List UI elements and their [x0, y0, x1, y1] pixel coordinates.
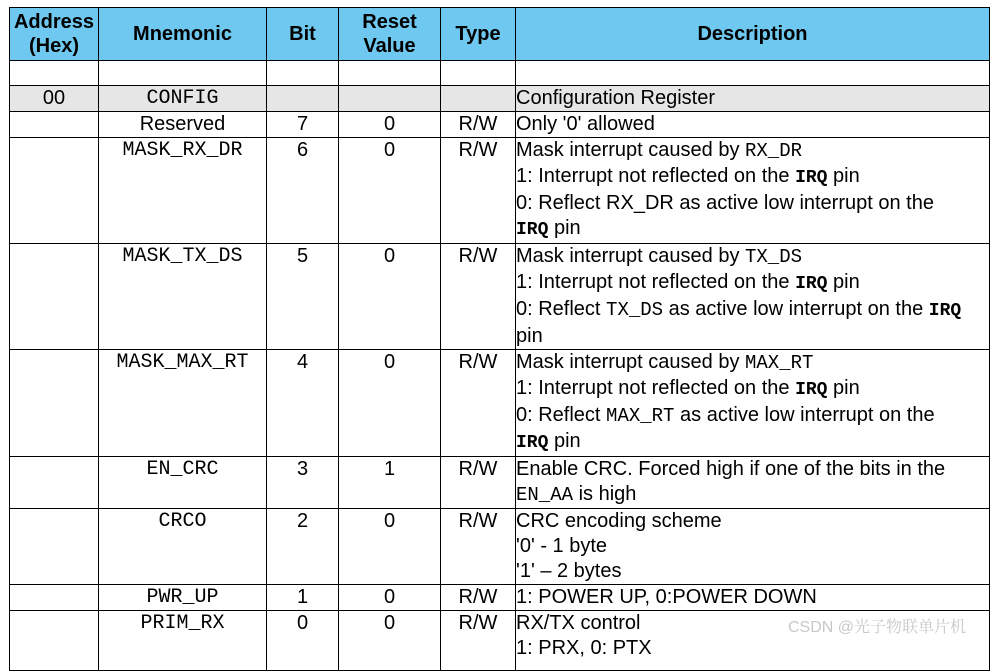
field-reset: 0: [339, 585, 441, 611]
table-row: [10, 509, 990, 585]
register-table: [9, 7, 990, 671]
field-type: R/W: [441, 350, 516, 457]
field-type: R/W: [441, 138, 516, 244]
table-row: [10, 138, 990, 244]
field-bit: 2: [267, 509, 339, 585]
field-reset: 0: [339, 138, 441, 244]
field-mnemonic: MASK_TX_DS: [99, 244, 267, 350]
field-mnemonic: PWR_UP: [99, 585, 267, 611]
field-mnemonic: MASK_RX_DR: [99, 138, 267, 244]
register-mnemonic: CONFIG: [99, 86, 267, 112]
header-mnemonic: Mnemonic: [99, 8, 267, 61]
watermark: CSDN @光子物联单片机: [788, 619, 967, 636]
field-type: R/W: [441, 585, 516, 611]
field-type: R/W: [441, 244, 516, 350]
register-address: 00: [10, 86, 99, 112]
header-bit: Bit: [267, 8, 339, 61]
field-bit: 0: [267, 611, 339, 671]
field-bit: 4: [267, 350, 339, 457]
header-type: Type: [441, 8, 516, 61]
field-bit: 5: [267, 244, 339, 350]
header-address: Address (Hex): [10, 8, 99, 61]
table-row: [10, 244, 990, 350]
field-bit: 7: [267, 112, 339, 138]
header-description: Description: [516, 8, 990, 61]
field-reset: 0: [339, 611, 441, 671]
field-mnemonic: MASK_MAX_RT: [99, 350, 267, 457]
field-description: RX/TX control 1: PRX, 0: PTX: [516, 611, 990, 671]
field-mnemonic: CRCO: [99, 509, 267, 585]
field-type: R/W: [441, 509, 516, 585]
field-reset: 0: [339, 112, 441, 138]
header-reset-value: Reset Value: [339, 8, 441, 61]
field-description: Mask interrupt caused by MAX_RT 1: Interrupt not reflected on the IRQ pin 0: Reflect MAX_RT as active low interrupt on the IRQ pin: [516, 350, 990, 457]
field-type: R/W: [441, 112, 516, 138]
field-mnemonic: Reserved: [99, 112, 267, 138]
field-mnemonic: EN_CRC: [99, 457, 267, 509]
field-bit: 6: [267, 138, 339, 244]
field-description: Mask interrupt caused by TX_DS 1: Interrupt not reflected on the IRQ pin 0: Reflect TX_DS as active low interrupt on the IRQ pin: [516, 244, 990, 350]
field-description: Enable CRC. Forced high if one of the bits in the EN_AA is high: [516, 457, 990, 509]
field-bit: 1: [267, 585, 339, 611]
field-description: CRC encoding scheme '0' - 1 byte '1' – 2 bytes: [516, 509, 990, 585]
table-row: [10, 112, 990, 138]
field-reset: 1: [339, 457, 441, 509]
field-reset: 0: [339, 509, 441, 585]
spacer-row: [10, 61, 990, 86]
field-reset: 0: [339, 244, 441, 350]
header-row: [10, 8, 990, 61]
register-row: [10, 86, 990, 112]
table-row: [10, 585, 990, 611]
field-type: R/W: [441, 457, 516, 509]
field-type: R/W: [441, 611, 516, 671]
field-description: Mask interrupt caused by RX_DR 1: Interrupt not reflected on the IRQ pin 0: Reflect RX_DR as active low interrupt on the IRQ pin: [516, 138, 990, 244]
field-mnemonic: PRIM_RX: [99, 611, 267, 671]
field-bit: 3: [267, 457, 339, 509]
field-description: 1: POWER UP, 0:POWER DOWN: [516, 585, 990, 611]
table-row: [10, 350, 990, 457]
table-row: [10, 457, 990, 509]
field-description: Only '0' allowed: [516, 112, 990, 138]
register-description: Configuration Register: [516, 86, 990, 112]
field-reset: 0: [339, 350, 441, 457]
